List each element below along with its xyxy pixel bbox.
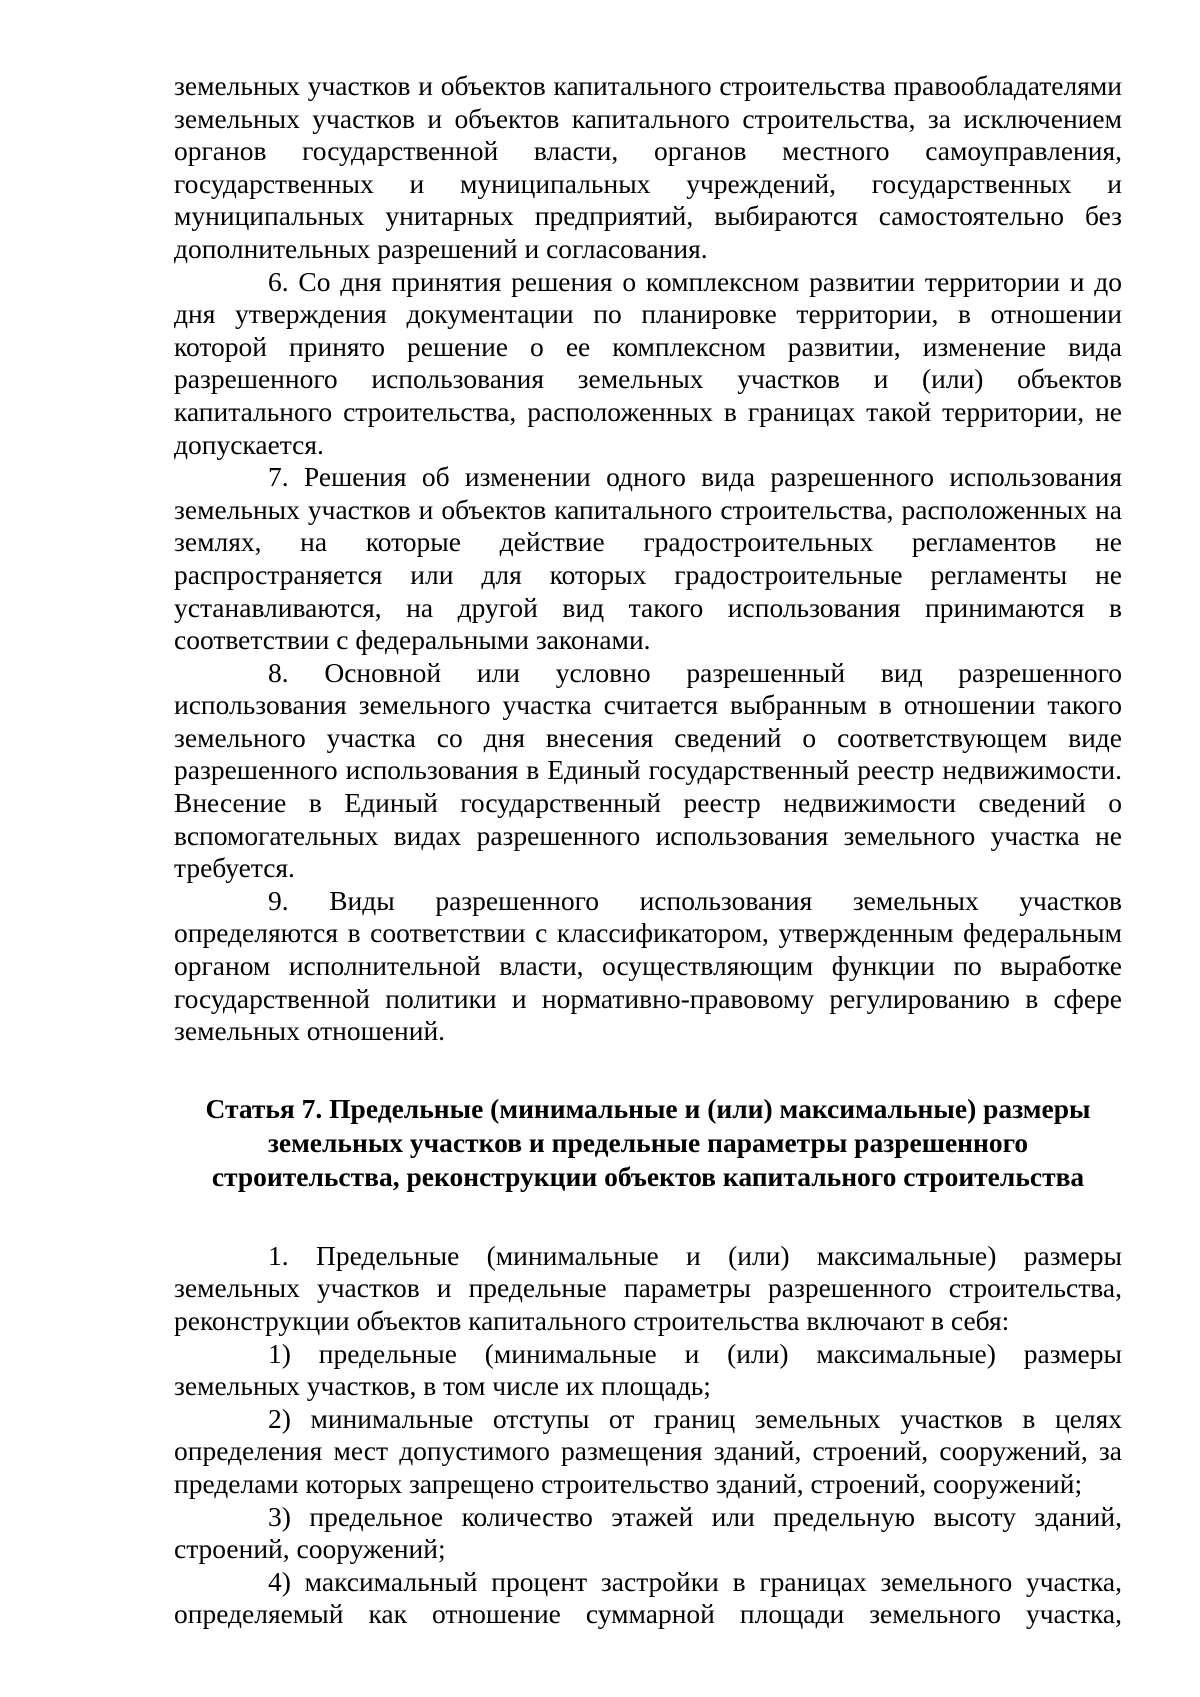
paragraph-item-6: 6. Со дня принятия решения о комплексном развитии территории и до дня утверждения документации по планировке территории, в отношении которой принято решение о ее комплексном развитии, изменение вида разрешенного использования земельных участков и (или) объектов капитального строительства, расположенных в границах такой территории, не допускается. (174, 265, 1122, 460)
document-body (174, 70, 1122, 1631)
list-item-3: 3) предельное количество этажей или предельную высоту зданий, строений, сооружений; (174, 1500, 1122, 1565)
paragraph-article-7-item-1: 1. Предельные (минимальные и (или) максимальные) размеры земельных участков и предельные параметры разрешенного строительства, реконструкции объектов капитального строительства включают в себя: (174, 1239, 1122, 1336)
list-item-2: 2) минимальные отступы от границ земельных участков в целях определения мест допустимого размещения зданий, строений, сооружений, за пределами которых запрещено строительство зданий, строений, сооружений; (174, 1402, 1122, 1499)
paragraph-item-8: 8. Основной или условно разрешенный вид разрешенного использования земельного участка считается выбранным в отношении такого земельного участка со дня внесения сведений о соответствующем виде разрешенного использования в Единый государственный реестр недвижимости. Внесение в Единый государственный реестр недвижимости сведений о вспомогательных видах разрешенного использования земельного участка не требуется. (174, 656, 1122, 884)
article-heading: Статья 7. Предельные (минимальные и (или) максимальные) размеры земельных участков и предельные параметры разрешенного строительства, реконструкции объектов капитального строительства (205, 1092, 1091, 1192)
list-item-1: 1) предельные (минимальные и (или) максимальные) размеры земельных участков, в том числе их площадь; (174, 1337, 1122, 1402)
paragraph-item-7: 7. Решения об изменении одного вида разрешенного использования земельных участков и объектов капитального строительства, расположенных на землях, на которые действие градостроительных регламентов не распространяется или для которых градостроительные регламенты не устанавливаются, на другой вид такого использования принимаются в соответствии с федеральными законами. (174, 461, 1122, 656)
paragraph-continuation: земельных участков и объектов капитального строительства правообладателями земельных участков и объектов капитального строительства, за исключением органов государственной власти, органов местного самоуправления, государственных и муниципальных учреждений, государственных и муниципальных унитарных предприятий, выбираются самостоятельно без дополнительных разрешений и согласования. (174, 70, 1122, 264)
paragraph-item-9: 9. Виды разрешенного использования земельных участков определяются в соответствии с классификатором, утвержденным федеральным органом исполнительной власти, осуществляющим функции по выработке государственной политики и нормативно-правовому регулированию в сфере земельных отношений. (174, 884, 1122, 1047)
list-item-4: 4) максимальный процент застройки в границах земельного участка, определяемый как отношение суммарной площади земельного участка, (174, 1565, 1122, 1630)
